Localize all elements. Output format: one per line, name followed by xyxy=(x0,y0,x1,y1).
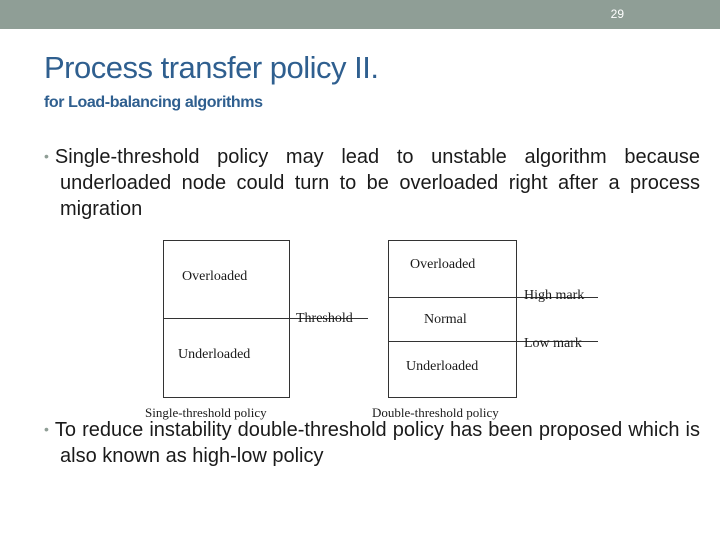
bullet-dot-icon: • xyxy=(44,148,49,164)
slide-subtitle: for Load-balancing algorithms xyxy=(44,94,263,111)
threshold-label: Threshold xyxy=(296,311,353,326)
top-bar xyxy=(0,0,720,29)
single-threshold-box xyxy=(163,240,290,398)
slide-title: Process transfer policy II. xyxy=(44,50,379,85)
single-underloaded-label: Underloaded xyxy=(178,347,251,362)
double-threshold-caption: Double-threshold policy xyxy=(372,405,499,420)
bullet-1 xyxy=(44,143,700,222)
single-overloaded-label: Overloaded xyxy=(182,269,248,284)
double-overloaded-label: Overloaded xyxy=(410,257,476,272)
bullet-1-text: Single-threshold policy may lead to unstable algorithm because underloaded node could turn to be overloaded right after a process migration xyxy=(54,146,700,220)
double-underloaded-label: Underloaded xyxy=(406,359,479,374)
single-threshold-caption: Single-threshold policy xyxy=(145,405,267,420)
slide-number: 29 xyxy=(610,7,624,21)
low-mark-label: Low mark xyxy=(524,336,582,351)
bullet-2-text: To reduce instability double-threshold policy has been proposed which is also known as high-low policy xyxy=(54,419,700,467)
high-mark-label: High mark xyxy=(524,288,585,303)
bullet-2 xyxy=(44,416,700,469)
normal-label: Normal xyxy=(424,312,467,327)
bullet-dot-icon: • xyxy=(44,421,49,437)
